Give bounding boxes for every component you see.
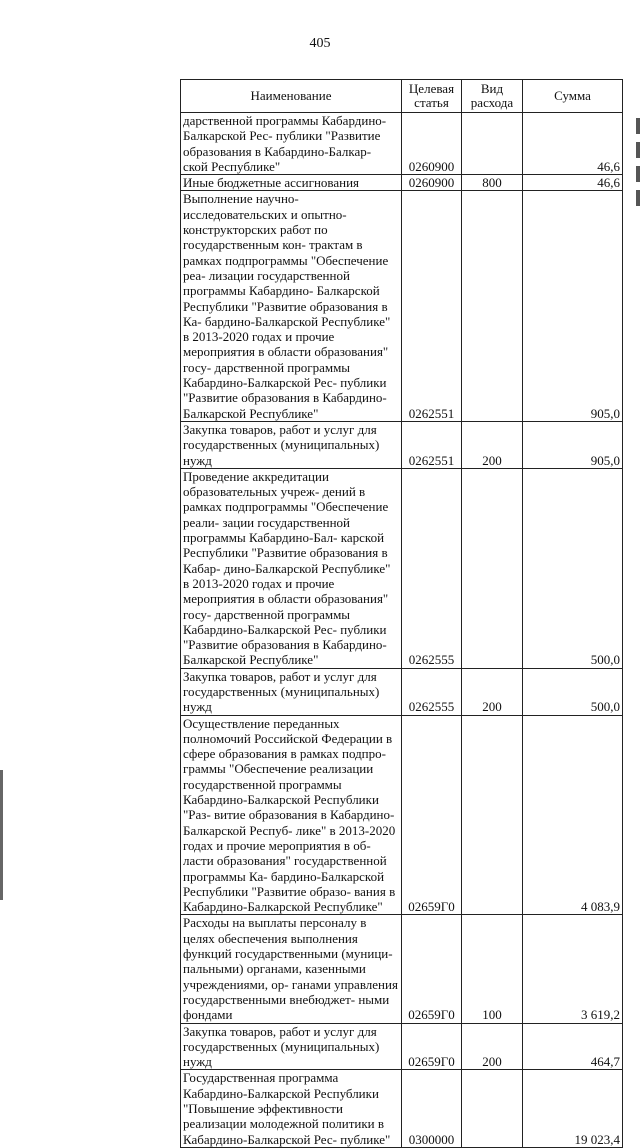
- row-name: Государственная программа Кабардино-Балкарской Республики "Повышение эффективности реализации молодежной политики в Кабардино-Балкарской Рес- публике": [181, 1070, 402, 1147]
- row-target-article: 0300000: [402, 1070, 462, 1147]
- row-expense-type: [462, 468, 523, 668]
- row-name: Закупка товаров, работ и услуг для государственных (муниципальных) нужд: [181, 421, 402, 468]
- header-sum: Сумма: [523, 80, 623, 113]
- page-number: 405: [309, 36, 331, 51]
- row-name: Проведение аккредитации образовательных учреж- дений в рамках подпрограммы "Обеспечение реали- зации государственной программы Кабардино-Бал- карской Республики "Развитие образования в Кабар- дино-Балкарской Республике" в 2013-2020 годах и прочие мероприятия в области образования" госу- дарственной программы Кабардино-Балкарской Рес- публики "Развитие образования в Кабардино- Балкарской Республике": [181, 468, 402, 668]
- table-row: [181, 191, 623, 421]
- row-name: Выполнение научно-исследовательских и опытно- конструкторских работ по государственным кон- трактам в рамках подпрограммы "Обеспечение реа- лизации государственной программы Кабардино- Балкарской Республики "Развитие образования в Ка- бардино-Балкарской Республике" в 2013-2020 годах и прочие мероприятия в области образования" госу- дарственной программы Кабардино-Балкарской Рес- публики "Развитие образования в Кабардино- Балкарской Республике": [181, 191, 402, 421]
- row-expense-type: [462, 1070, 523, 1147]
- table-row: [181, 421, 623, 468]
- row-sum: 905,0: [523, 191, 623, 421]
- row-expense-type: 200: [462, 668, 523, 715]
- row-expense-type: 200: [462, 1023, 523, 1070]
- row-sum: 500,0: [523, 468, 623, 668]
- row-expense-type: 200: [462, 421, 523, 468]
- row-name: Расходы на выплаты персоналу в целях обеспечения выполнения функций государственными (муници- пальными) органами, казенными учреждениями, ор- ганами управления государственными внебюджет- ными фондами: [181, 915, 402, 1023]
- row-target-article: 02659Г0: [402, 915, 462, 1023]
- row-name: Иные бюджетные ассигнования: [181, 175, 402, 191]
- row-target-article: 0262551: [402, 421, 462, 468]
- table-row: [181, 915, 623, 1023]
- table-row: [181, 1023, 623, 1070]
- table-row: [181, 668, 623, 715]
- row-expense-type: [462, 191, 523, 421]
- row-target-article: 02659Г0: [402, 715, 462, 915]
- budget-table: [180, 79, 623, 1148]
- row-sum: 500,0: [523, 668, 623, 715]
- table-row: [181, 1070, 623, 1147]
- row-expense-type: [462, 715, 523, 915]
- row-expense-type: 100: [462, 915, 523, 1023]
- row-sum: 19 023,4: [523, 1070, 623, 1147]
- row-name: Закупка товаров, работ и услуг для государственных (муниципальных) нужд: [181, 1023, 402, 1070]
- row-sum: 464,7: [523, 1023, 623, 1070]
- row-sum: 46,6: [523, 113, 623, 175]
- row-target-article: 0262555: [402, 468, 462, 668]
- row-sum: 46,6: [523, 175, 623, 191]
- row-target-article: 02659Г0: [402, 1023, 462, 1070]
- row-target-article: 0262555: [402, 668, 462, 715]
- table-body: [181, 113, 623, 1148]
- header-target-article: Целевая статья: [402, 80, 462, 113]
- row-name: дарственной программы Кабардино-Балкарской Рес- публики "Развитие образования в Кабардино-Балкар- ской Республике": [181, 113, 402, 175]
- header-name: Наименование: [181, 80, 402, 113]
- row-expense-type: 800: [462, 175, 523, 191]
- row-sum: 905,0: [523, 421, 623, 468]
- row-name: Осуществление переданных полномочий Российской Федерации в сфере образования в рамках подпро- граммы "Обеспечение реализации государственной программы Кабардино-Балкарской Республики "Раз- витие образования в Кабардино-Балкарской Респуб- лике" в 2013-2020 годах и прочие мероприятия в об- ласти образования" государственной программы Ка- бардино-Балкарской Республики "Развитие образо- вания в Кабардино-Балкарской Республике": [181, 715, 402, 915]
- row-target-article: 0260900: [402, 113, 462, 175]
- header-expense-type: Вид расхода: [462, 80, 523, 113]
- table-row: [181, 113, 623, 175]
- row-target-article: 0262551: [402, 191, 462, 421]
- table-row: [181, 468, 623, 668]
- scan-edge-mark: [0, 770, 3, 900]
- table-row: [181, 715, 623, 915]
- row-name: Закупка товаров, работ и услуг для государственных (муниципальных) нужд: [181, 668, 402, 715]
- row-target-article: 0260900: [402, 175, 462, 191]
- row-sum: 4 083,9: [523, 715, 623, 915]
- scan-edge-marks: [634, 110, 640, 220]
- row-sum: 3 619,2: [523, 915, 623, 1023]
- table-row: [181, 175, 623, 191]
- table-header-row: [181, 80, 623, 113]
- row-expense-type: [462, 113, 523, 175]
